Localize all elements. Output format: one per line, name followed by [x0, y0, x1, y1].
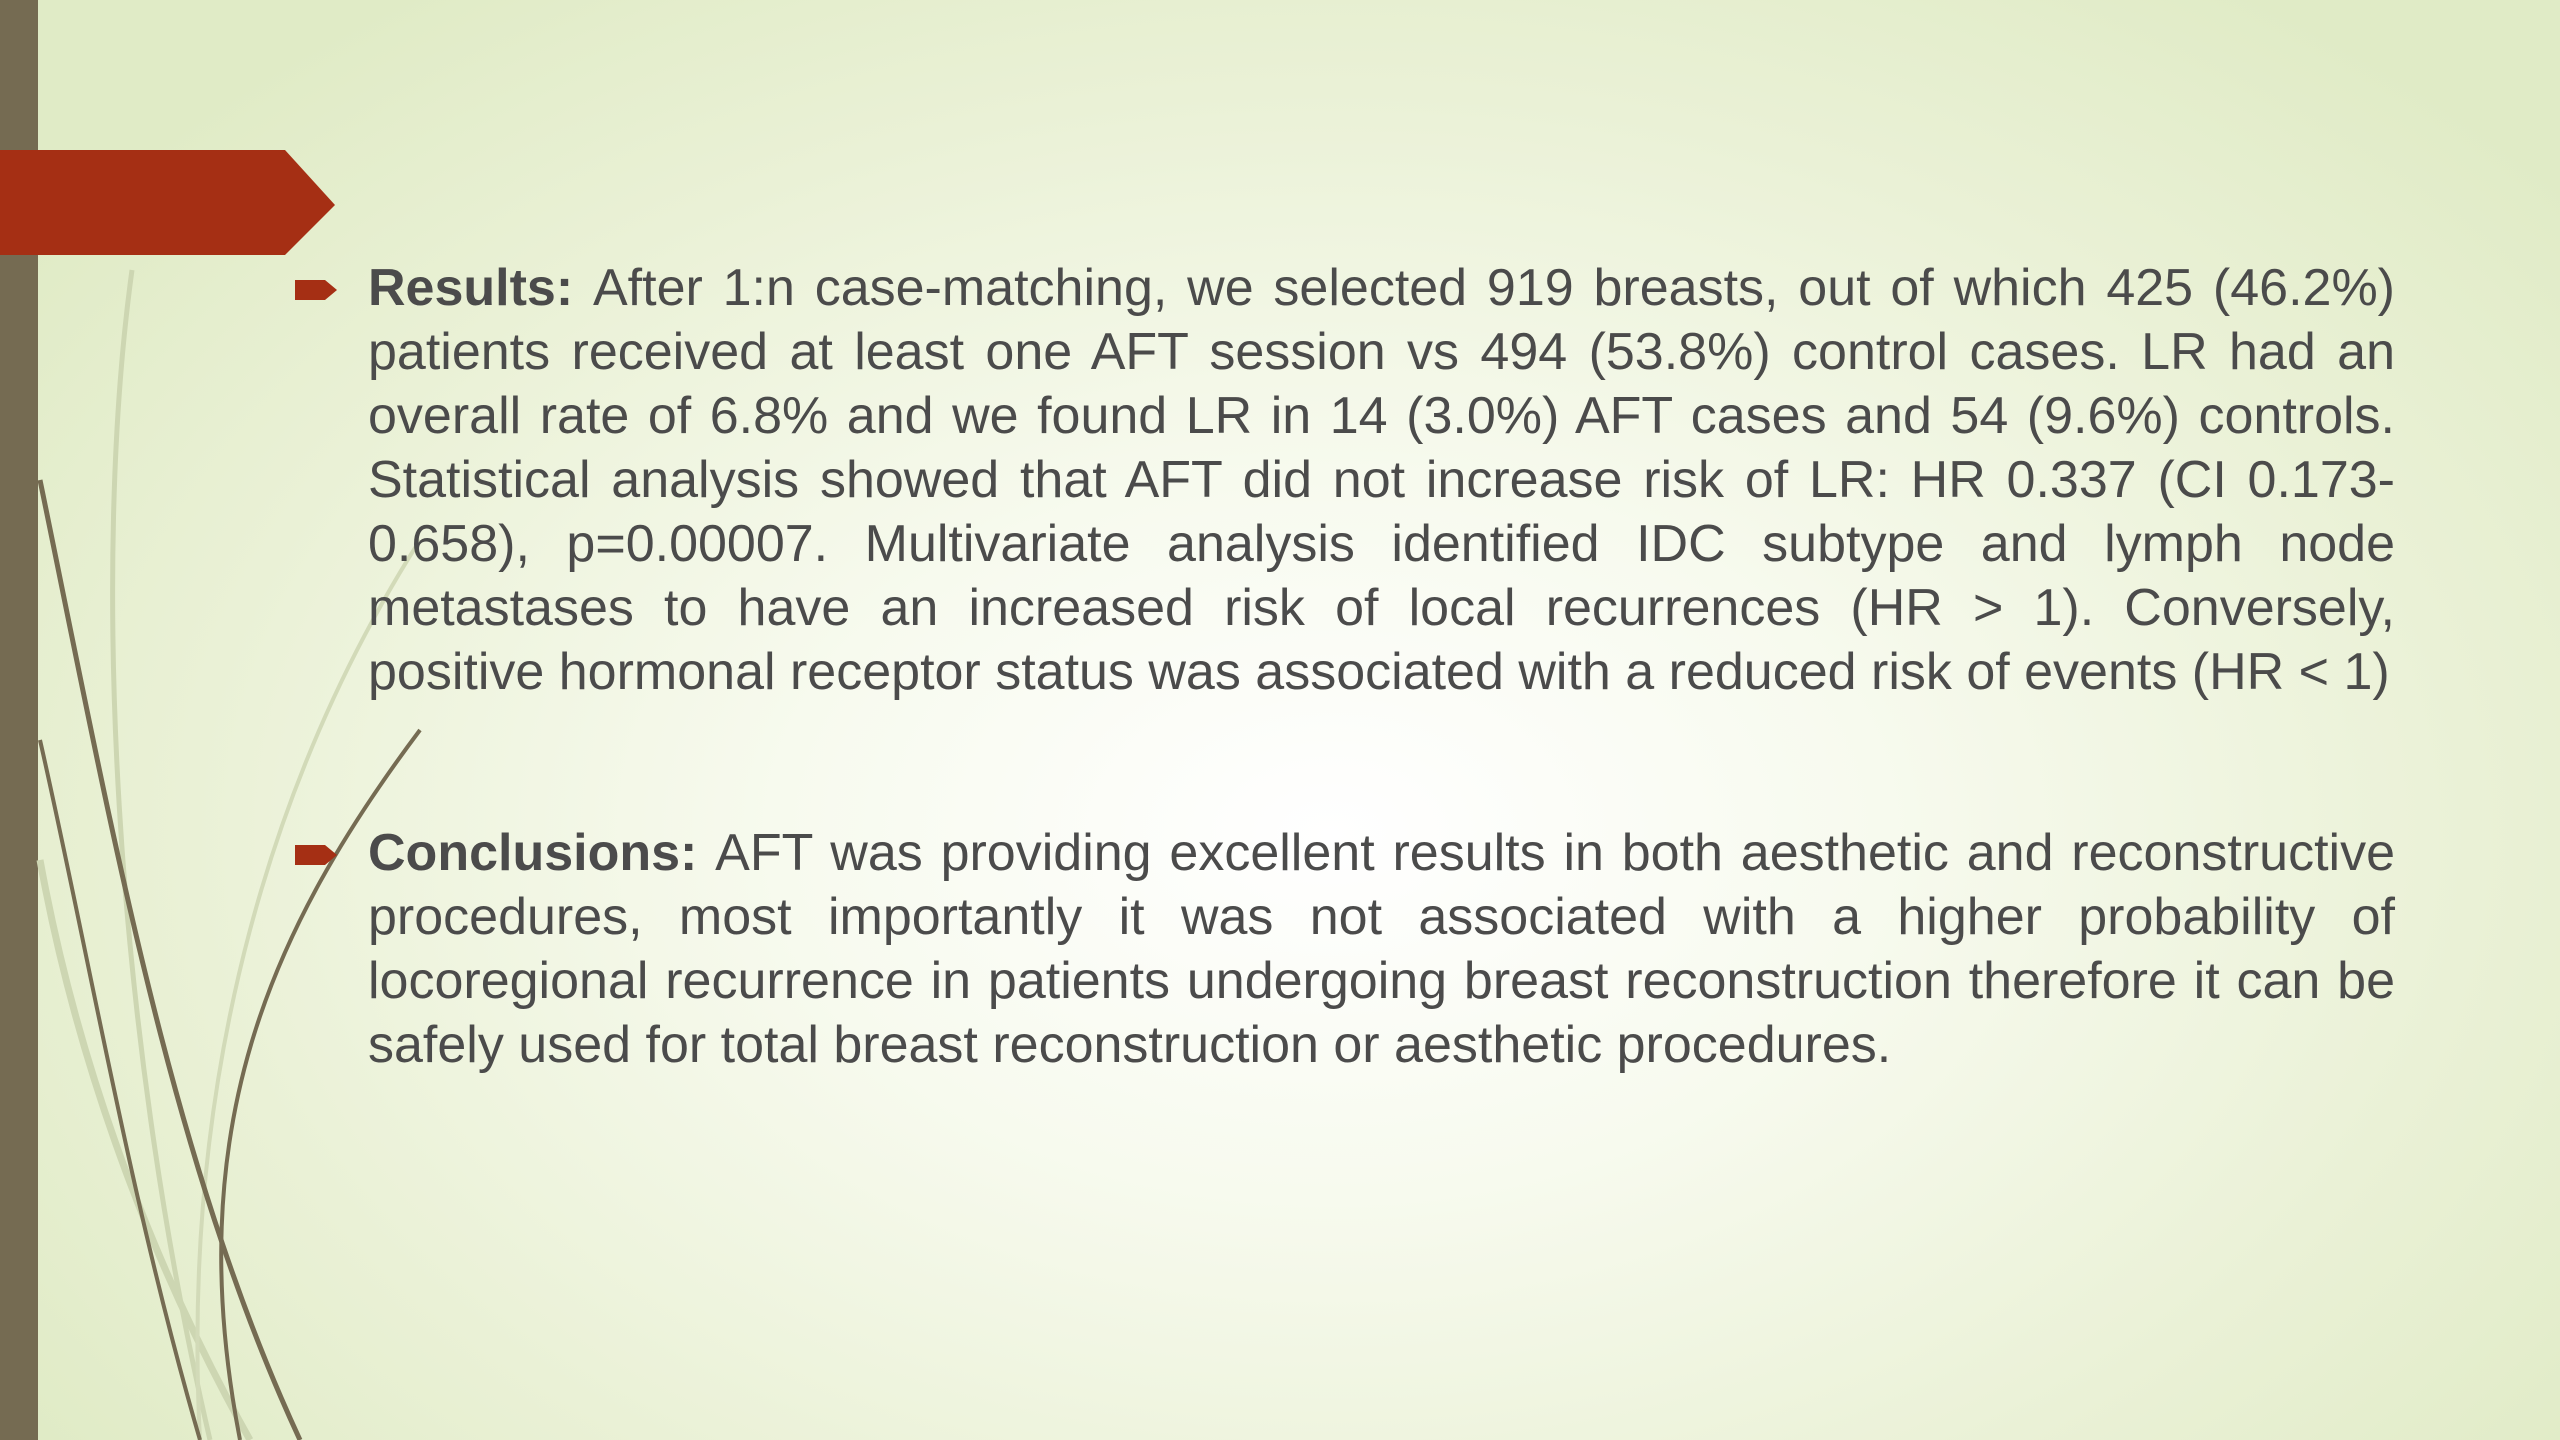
- slide-content: [295, 256, 2395, 1077]
- arrow-right-bullet-icon: [295, 843, 339, 867]
- title-arrow-shape: [0, 0, 340, 260]
- conclusions-text: AFT was providing excellent results in both aesthetic and reconstructive procedures, most importantly it was not associated with a higher probability of locoregional recurrence in patients undergoing breast reconstruction therefore it can be safely used for total breast reconstruction or aesthetic procedures.: [368, 824, 2395, 1074]
- results-paragraph: [295, 256, 2395, 704]
- conclusions-paragraph: [295, 821, 2395, 1077]
- results-heading: Results:: [368, 259, 593, 317]
- conclusions-heading: Conclusions:: [368, 824, 716, 882]
- arrow-right-bullet-icon: [295, 278, 339, 302]
- results-text: After 1:n case-matching, we selected 919 breasts, out of which 425 (46.2%) patients received at least one AFT session vs 494 (53.8%) control cases. LR had an overall rate of 6.8% and we found LR in 14 (3.0%) AFT cases and 54 (9.6%) controls. Statistical analysis showed that AFT did not increase risk of LR: HR 0.337 (CI 0.173-0.658), p=0.00007. Multivariate analysis identified IDC subtype and lymph node metastases to have an increased risk of local recurrences (HR > 1). Conversely, positive hormonal receptor status was associated with a reduced risk of events (HR < 1): [368, 259, 2395, 701]
